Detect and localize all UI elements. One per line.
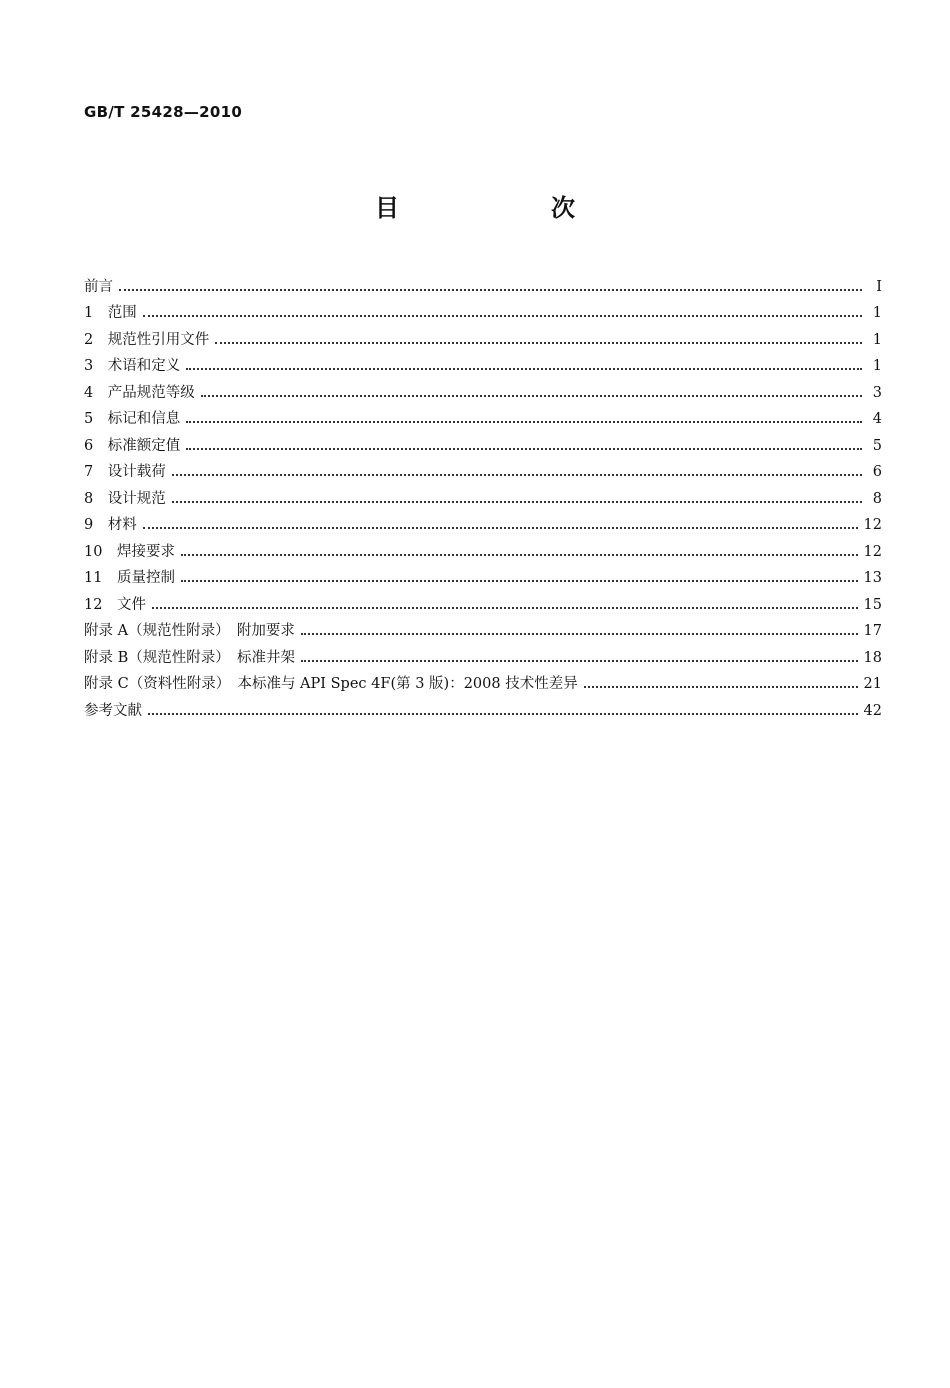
dot-leader <box>301 660 858 662</box>
dot-leader <box>143 527 858 529</box>
toc-entry-annex-a[interactable] <box>84 614 882 641</box>
toc-entry-page: 15 <box>863 596 882 613</box>
toc-entry-page: 5 <box>872 437 882 454</box>
toc-entry-annex-c[interactable] <box>84 667 882 694</box>
toc-entry-page: 18 <box>863 649 882 666</box>
toc-entry-label: 6 标准额定值 <box>84 437 181 454</box>
toc-entry-quality-control[interactable] <box>84 561 882 588</box>
toc-entry-label: 附录 A（规范性附录） 附加要求 <box>84 623 295 639</box>
toc-entry-page: 12 <box>863 517 882 533</box>
table-of-contents <box>84 269 882 720</box>
dot-leader <box>584 686 858 688</box>
toc-entry-page: 12 <box>863 543 882 560</box>
toc-entry-standard-ratings[interactable] <box>84 428 882 455</box>
toc-entry-label: 5 标记和信息 <box>84 411 181 427</box>
toc-entry-scope[interactable] <box>84 296 882 323</box>
toc-entry-label: 3 术语和定义 <box>84 358 181 374</box>
standard-code: GB/T 25428—2010 <box>84 103 243 121</box>
dot-leader <box>143 315 862 317</box>
toc-entry-label: 11 质量控制 <box>84 570 175 586</box>
toc-entry-materials[interactable] <box>84 508 882 535</box>
toc-entry-label: 1 范围 <box>84 305 137 321</box>
dot-leader <box>186 448 862 450</box>
toc-entry-label: 4 产品规范等级 <box>84 384 195 401</box>
toc-entry-page: 17 <box>863 623 882 639</box>
dot-leader <box>215 342 862 344</box>
dot-leader <box>152 607 858 609</box>
dot-leader <box>148 713 858 715</box>
toc-entry-normative-references[interactable] <box>84 322 882 349</box>
toc-entry-page: 3 <box>872 384 882 401</box>
toc-entry-page: 6 <box>872 464 882 480</box>
toc-entry-page: 21 <box>863 676 882 692</box>
toc-entry-label: 参考文献 <box>84 702 142 719</box>
toc-entry-label: 附录 B（规范性附录） 标准井架 <box>84 649 296 666</box>
dot-leader <box>119 289 862 291</box>
toc-entry-label: 9 材料 <box>84 517 137 533</box>
toc-entry-page: 4 <box>872 411 882 427</box>
toc-entry-page: 1 <box>872 305 882 321</box>
dot-leader <box>172 501 862 503</box>
dot-leader <box>301 633 858 635</box>
toc-entry-label: 7 设计载荷 <box>84 464 166 480</box>
toc-entry-page: 1 <box>872 331 882 348</box>
toc-entry-welding-requirements[interactable] <box>84 534 882 561</box>
toc-entry-foreword[interactable] <box>84 269 882 296</box>
toc-entry-documentation[interactable] <box>84 587 882 614</box>
toc-entry-annex-b[interactable] <box>84 640 882 667</box>
toc-entry-label: 10 焊接要求 <box>84 543 175 560</box>
toc-entry-page: 1 <box>872 358 882 374</box>
toc-entry-label: 前言 <box>84 278 113 295</box>
dot-leader <box>186 421 862 423</box>
dot-leader <box>181 554 858 556</box>
dot-leader <box>181 580 858 582</box>
toc-entry-page: Ⅰ <box>876 278 882 295</box>
toc-entry-page: 8 <box>872 490 882 507</box>
toc-entry-label: 2 规范性引用文件 <box>84 331 210 348</box>
toc-entry-page: 42 <box>863 702 882 719</box>
dot-leader <box>186 368 862 370</box>
dot-leader <box>172 474 862 476</box>
dot-leader <box>201 395 862 397</box>
toc-entry-label: 12 文件 <box>84 596 146 613</box>
toc-entry-design-loads[interactable] <box>84 455 882 482</box>
toc-entry-design-specification[interactable] <box>84 481 882 508</box>
toc-entry-label: 8 设计规范 <box>84 490 166 507</box>
toc-entry-marking-information[interactable] <box>84 402 882 429</box>
toc-entry-page: 13 <box>863 570 882 586</box>
toc-entry-bibliography[interactable] <box>84 693 882 720</box>
toc-entry-product-spec-levels[interactable] <box>84 375 882 402</box>
toc-entry-terms-definitions[interactable] <box>84 349 882 376</box>
page-title: 目 次 <box>375 194 639 222</box>
toc-entry-label: 附录 C（资料性附录） 本标准与 API Spec 4F(第 3 版)：2008 技术性差异 <box>84 676 578 692</box>
